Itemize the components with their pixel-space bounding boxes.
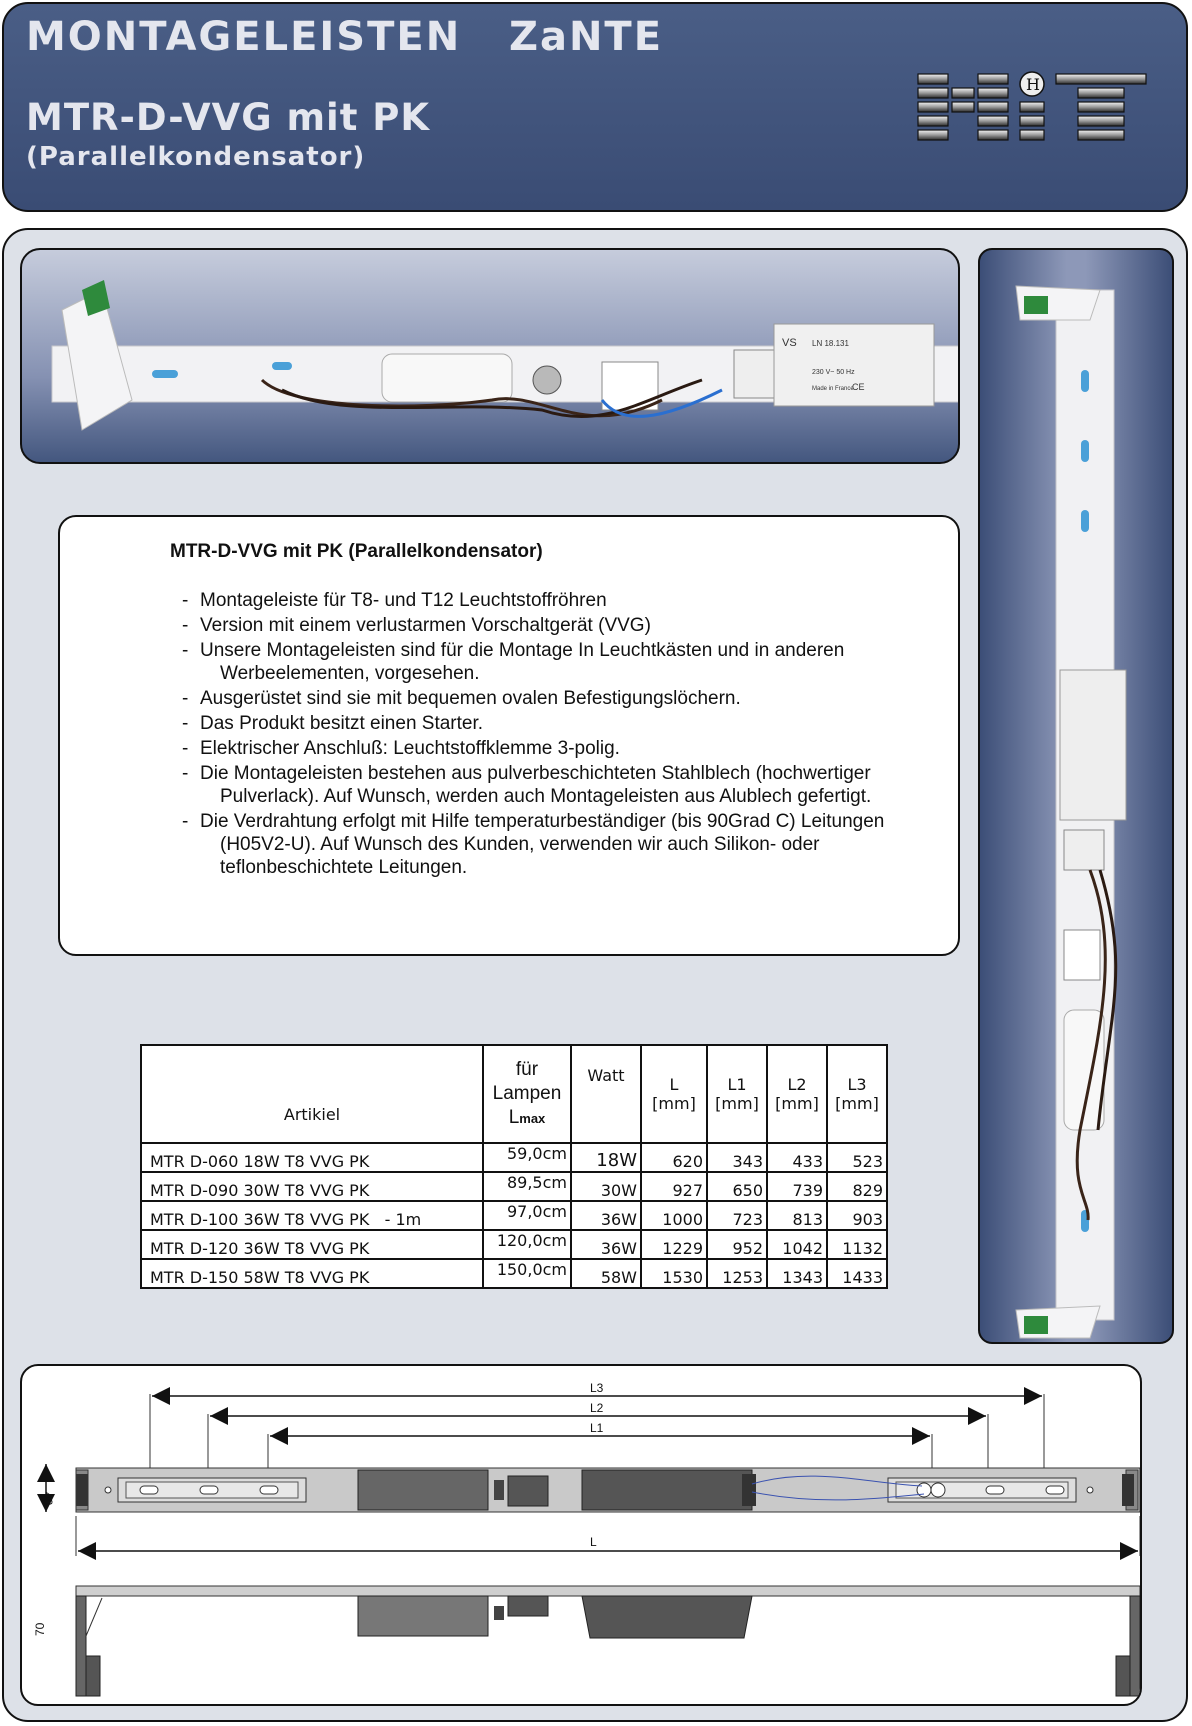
technical-drawing [20,1364,1142,1706]
cell-watt: 36W [571,1201,641,1230]
lmax-label: L [508,1106,520,1128]
table-row [141,1230,887,1259]
cell-l2: 1343 [767,1259,827,1288]
ballast-brand: VS [782,337,797,349]
cell-lampen: 120,0cm [483,1230,571,1259]
cell-artikel: MTR D-100 36W T8 VVG PK - 1m [141,1201,483,1230]
cell-watt: 58W [571,1259,641,1288]
cell-l: 620 [641,1143,707,1172]
cell-artikel: MTR D-090 30W T8 VVG PK [141,1172,483,1201]
cell-watt: 18W [571,1143,641,1172]
list-item: - Das Produkt besitzt einen Starter. [200,712,920,735]
product-title: MTR-D-VVG mit PK [26,96,431,139]
ballast-ce: CE [852,382,865,392]
cell-l: 1000 [641,1201,707,1230]
cell-l3: 1433 [827,1259,887,1288]
cell-l1: 952 [707,1230,767,1259]
list-item: - Die Montageleisten bestehen aus pulverbeschichteten Stahlblech (hochwertiger Pulverlack). Auf Wunsch, werden auch Montageleisten aus Alublech gefertigt. [200,762,920,808]
col-lampen-lmax [487,1106,567,1131]
feature-text: Unsere Montageleisten sind für die Montage In Leuchtkästen und in anderen Werbeelementen, vorgesehen. [200,640,845,684]
cell-l1: 343 [707,1143,767,1172]
feature-text: Elektrischer Anschluß: Leuchtstoffklemme 3-polig. [200,738,620,759]
ballast-model: LN 18.131 [812,339,849,348]
mounting-rail-photo [22,250,960,464]
cell-l2: 739 [767,1172,827,1201]
col-l1-unit: [mm] [715,1094,759,1113]
cell-lampen: 97,0cm [483,1201,571,1230]
col-l [641,1045,707,1143]
col-lampen-fur: für [515,1058,539,1080]
table-row [141,1172,887,1201]
cell-l3: 523 [827,1143,887,1172]
col-l-label: L [669,1075,679,1094]
ballast-voltage: 230 V~ 50 Hz [812,369,855,376]
table-row [141,1259,887,1288]
col-l3-unit: [mm] [835,1094,879,1113]
list-item: - Version mit einem verlustarmen Vorschaltgerät (VVG) [200,614,920,637]
dim-l1-label: L1 [590,1421,604,1435]
cell-l1: 723 [707,1201,767,1230]
col-l3 [827,1045,887,1143]
cell-lampen: 89,5cm [483,1172,571,1201]
cell-l: 1229 [641,1230,707,1259]
dim-l2-label: L2 [590,1401,604,1415]
list-item: - Unsere Montageleisten sind für die Montage In Leuchtkästen und in anderen Werbeelementen, vorgesehen. [200,639,920,685]
col-l2 [767,1045,827,1143]
svg-text:H: H [1026,75,1040,94]
col-l-unit: [mm] [652,1094,696,1113]
table-row [141,1143,887,1172]
page-title: MONTAGELEISTEN ZaNTE [26,14,664,60]
list-item: - Ausgerüstet sind sie mit bequemen ovalen Befestigungslöchern. [200,687,920,710]
col-lampen [483,1045,571,1143]
product-photo-vertical [978,248,1174,1344]
dimension-drawing [22,1366,1142,1706]
feature-text: Version mit einem verlustarmen Vorschaltgerät (VVG) [200,615,651,636]
list-item: - Elektrischer Anschluß: Leuchtstoffklemme 3-polig. [200,737,920,760]
cell-artikel: MTR D-150 58W T8 VVG PK [141,1259,483,1288]
cell-l1: 1253 [707,1259,767,1288]
dim-width-label: 40 [41,1492,55,1506]
dim-l3-label: L3 [590,1381,604,1395]
description-box [58,515,960,956]
table-row [141,1201,887,1230]
cell-l: 1530 [641,1259,707,1288]
header-panel [2,2,1188,212]
feature-text: Ausgerüstet sind sie mit bequemen ovalen Befestigungslöchern. [200,688,741,709]
feature-text: Die Verdrahtung erfolgt mit Hilfe temperaturbeständiger (bis 90Grad C) Leitungen (H05V2-U). Auf Wunsch des Kunden, verwenden wir auch Silikon- oder teflonbeschichtete Leitungen. [200,811,885,878]
col-l1-label: L1 [727,1075,747,1094]
cell-artikel: MTR D-120 36W T8 VVG PK [141,1230,483,1259]
col-l1 [707,1045,767,1143]
col-watt: Watt [571,1045,641,1143]
list-item: - Die Verdrahtung erfolgt mit Hilfe temperaturbeständiger (bis 90Grad C) Leitungen (H05V2-U). Auf Wunsch des Kunden, verwenden wir auch Silikon- oder teflonbeschichtete Leitungen. [200,810,920,879]
col-l2-unit: [mm] [775,1094,819,1113]
cell-l2: 813 [767,1201,827,1230]
col-l2-label: L2 [787,1075,807,1094]
mounting-rail-photo-vertical [980,250,1174,1344]
cell-l1: 650 [707,1172,767,1201]
feature-text: Montageleiste für T8- und T12 Leuchtstoffröhren [200,590,607,611]
dim-l-label: L [590,1535,597,1549]
feature-list [182,589,920,881]
cell-l3: 1132 [827,1230,887,1259]
spec-table [140,1044,888,1289]
cell-watt: 36W [571,1230,641,1259]
dim-height-label: 70 [33,1622,47,1636]
description-title: MTR-D-VVG mit PK (Parallelkondensator) [170,541,543,562]
cell-l2: 433 [767,1143,827,1172]
cell-l3: 903 [827,1201,887,1230]
cell-l3: 829 [827,1172,887,1201]
product-photo-horizontal [20,248,960,464]
ballast-origin: Made in France [812,386,854,392]
col-l3-label: L3 [847,1075,867,1094]
table-header-row [141,1045,887,1143]
lmax-sub: max [519,1110,546,1126]
feature-text: Das Produkt besitzt einen Starter. [200,713,484,734]
feature-text: Die Montageleisten bestehen aus pulverbeschichteten Stahlblech (hochwertiger Pulverlack). Auf Wunsch, werden auch Montageleisten aus Alublech gefertigt. [200,763,872,807]
cell-watt: 30W [571,1172,641,1201]
cell-l2: 1042 [767,1230,827,1259]
cell-lampen: 150,0cm [483,1259,571,1288]
product-subtitle: (Parallelkondensator) [26,142,366,172]
mit-logo [916,70,1158,152]
col-lampen-label: Lampen [492,1082,562,1104]
list-item: - Montageleiste für T8- und T12 Leuchtstoffröhren [200,589,920,612]
cell-artikel: MTR D-060 18W T8 VVG PK [141,1143,483,1172]
col-artikel: Artikiel [141,1045,483,1143]
cell-lampen: 59,0cm [483,1143,571,1172]
cell-l: 927 [641,1172,707,1201]
